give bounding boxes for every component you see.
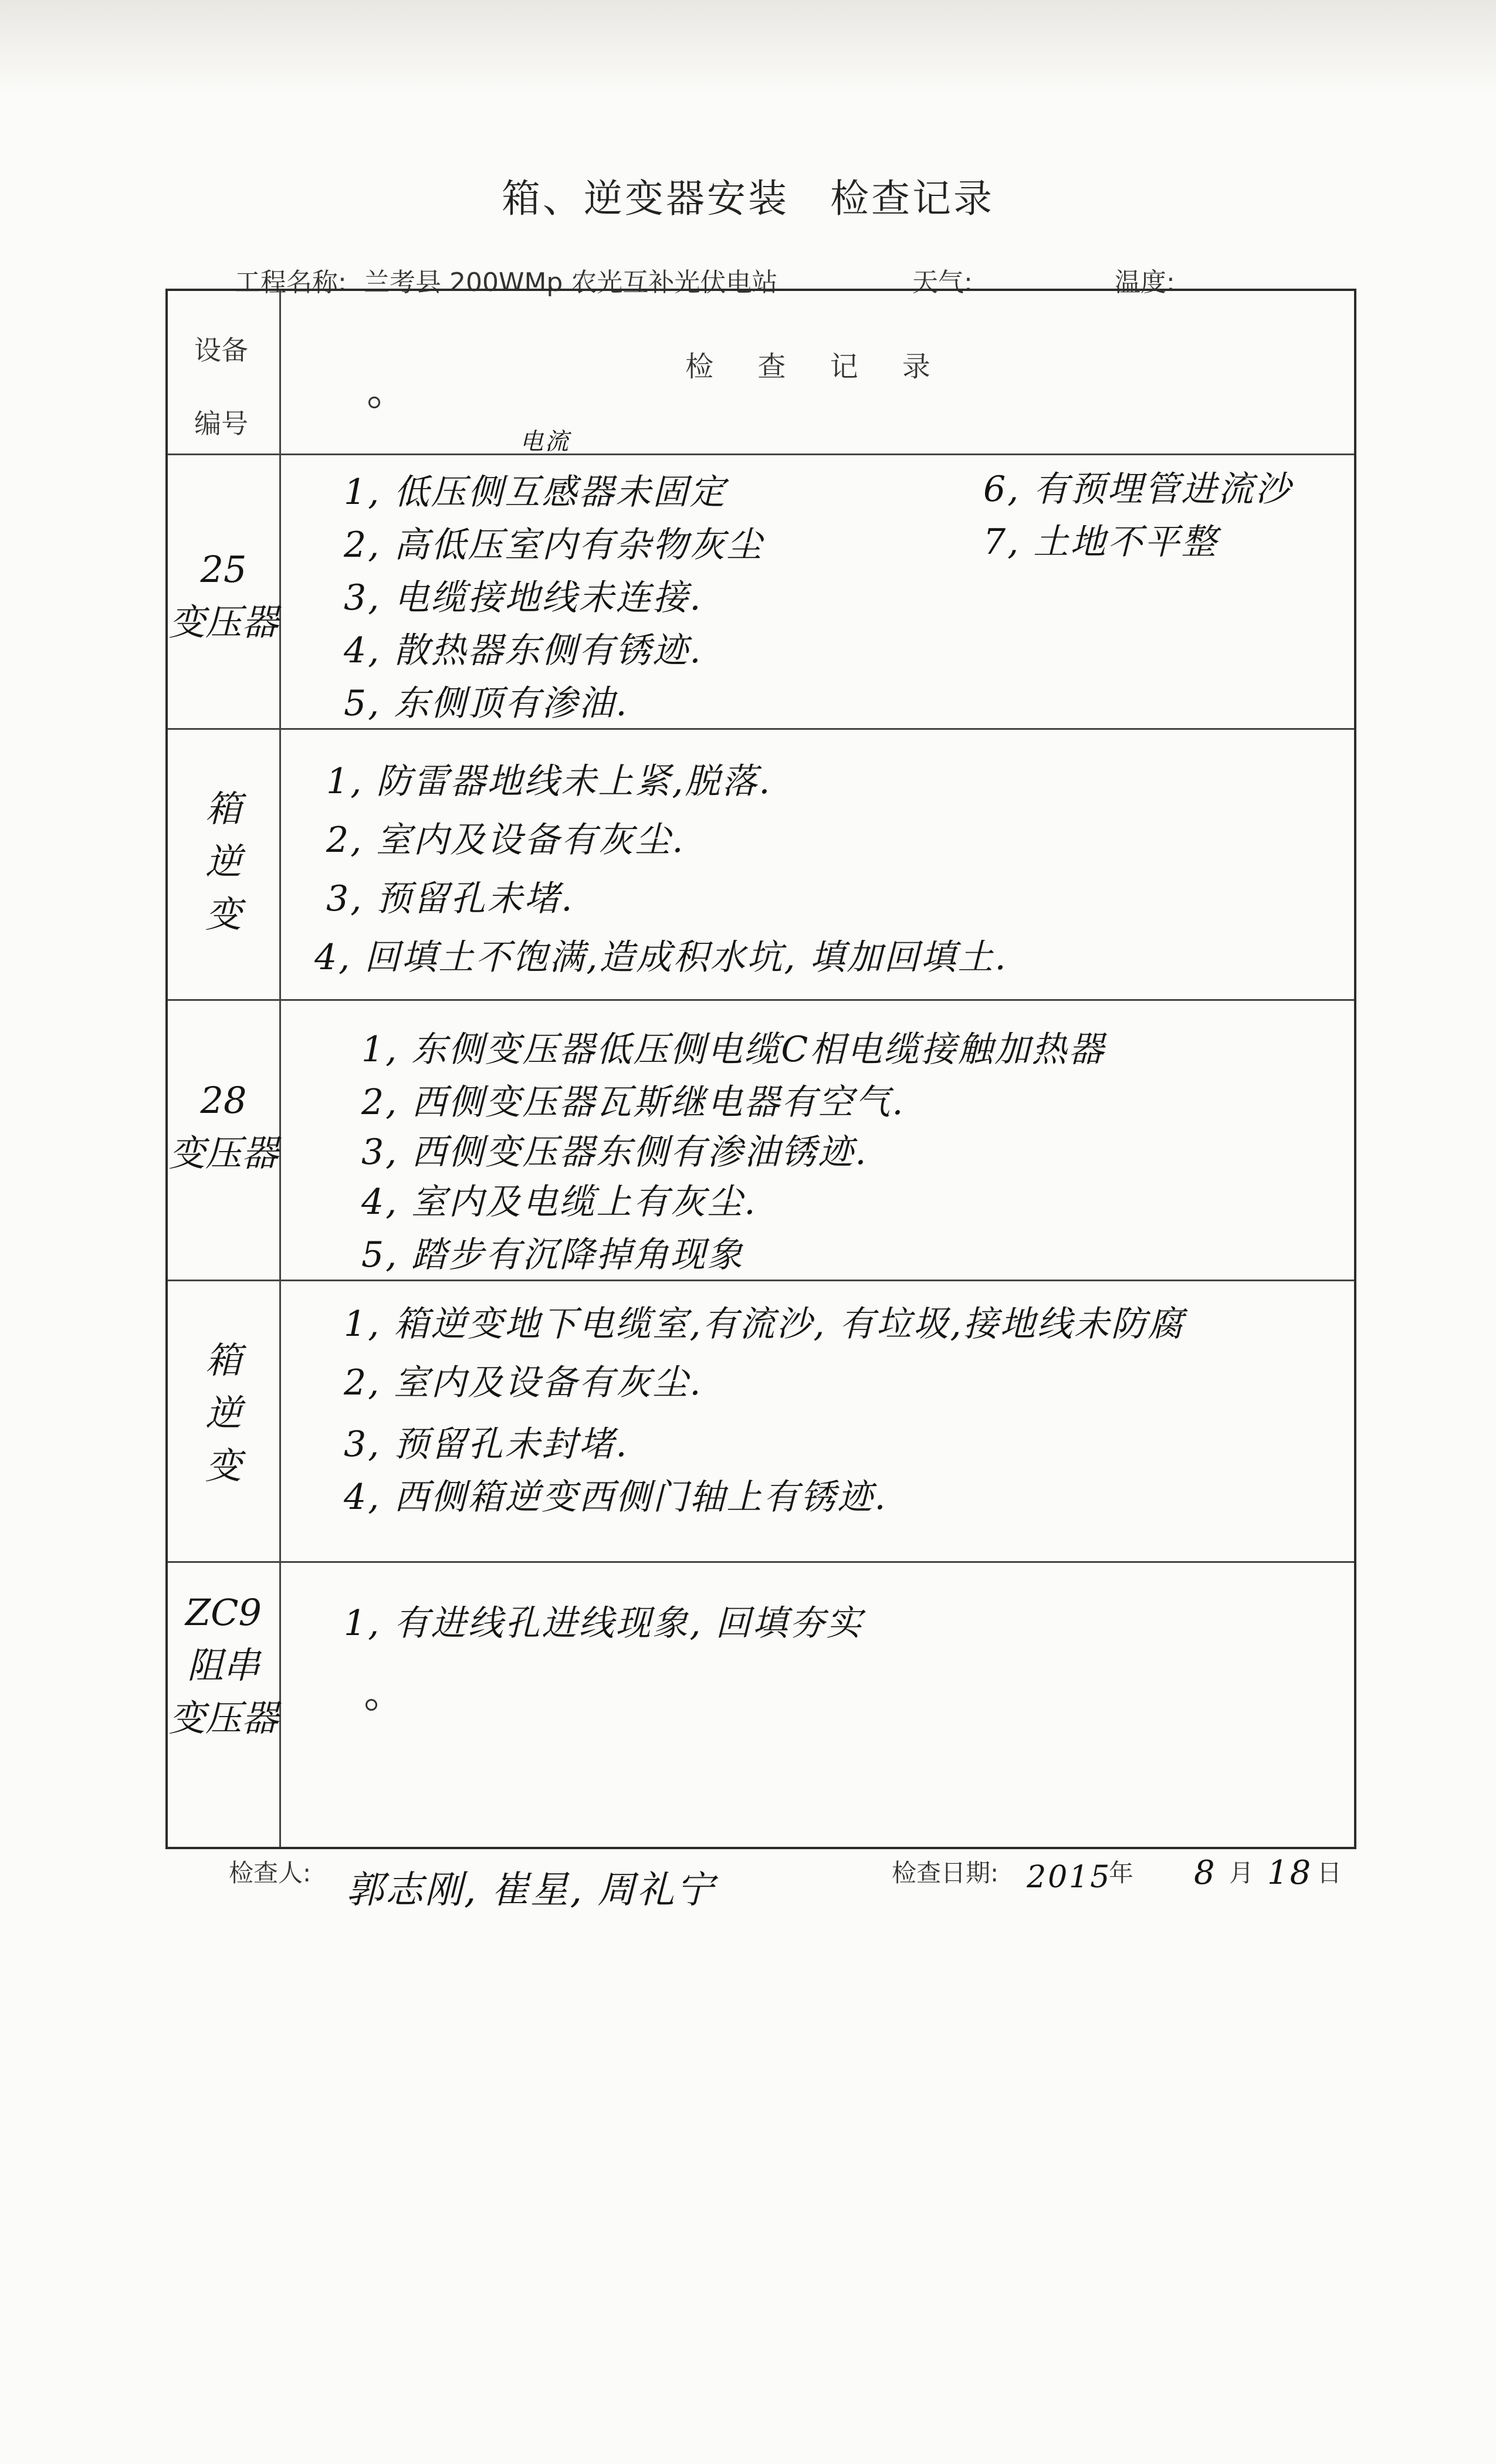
list-item: 2, 高低压室内有杂物灰尘 [344,524,764,566]
list-item: 5, 东侧顶有渗油. [344,683,629,724]
project-label: 工程名称: [235,268,347,297]
list-item: 1, 低压侧互感器未固定 [344,472,727,513]
date-label: 检查日期: [892,1859,999,1887]
list-item: 1, 有进线孔进线现象, 回填夯实 [344,1603,864,1644]
table-row [168,428,1354,730]
device-id [168,1334,279,1492]
device-line: 28 [200,1079,247,1122]
list-item: 7, 土地不平整 [983,522,1219,563]
device-label-2: 编号 [194,408,248,439]
device-line: 变压器 [168,1131,278,1175]
device-id [168,783,279,941]
device-line: 箱 [205,1339,242,1382]
project-name: 兰考县 200WMp 农光互补光伏电站 [364,268,778,297]
list-item: 3, 预留孔未封堵. [344,1424,629,1465]
list-item: 4, 西侧箱逆变西侧门轴上有锈迹. [344,1477,888,1518]
device-line: 变 [205,892,242,936]
inspector-label: 检查人: [229,1859,312,1887]
date-day: 18 [1267,1854,1313,1892]
device-id [168,1074,279,1180]
date-month: 8 [1194,1854,1217,1892]
list-item: 1, 箱逆变地下电缆室,有流沙, 有垃圾,接地线未防腐 [344,1304,1185,1345]
table-row [168,1001,1354,1281]
table-row [168,1563,1354,1847]
list-item: 4, 回填土不饱满,造成积水坑, 填加回填土. [314,937,1008,978]
table-row [168,730,1354,1001]
inspection-table [165,289,1356,1849]
device-line: 逆 [205,840,242,883]
list-item: 2, 西侧变压器瓦斯继电器有空气. [361,1082,905,1123]
column-divider [279,455,281,728]
list-item: 3, 电缆接地线未连接. [344,577,703,618]
device-id [168,543,279,649]
weather-label: 天气: [912,268,973,297]
device-id [168,1586,279,1745]
list-item: 1, 防雷器地线未上紧,脱落. [326,761,772,802]
ink-dot [365,1699,377,1711]
device-line: 阻串 [187,1643,260,1687]
device-line: ZC9 [185,1591,262,1634]
device-line: 25 [200,548,247,591]
column-divider [279,1001,281,1280]
column-divider [279,1281,281,1561]
page-title: 箱、逆变器安装 检查记录 [502,176,994,221]
table-header-row [168,291,1354,455]
device-line: 箱 [205,787,242,830]
list-item: 3, 预留孔未堵. [326,878,574,919]
scan-smudge [0,0,1496,94]
temperature-label: 温度: [1115,268,1175,297]
list-item: 2, 室内及设备有灰尘. [326,820,685,861]
date-month-unit: 月 [1229,1859,1254,1887]
inspection-footer [229,1854,1343,1924]
column-divider [279,730,281,999]
device-line: 变 [205,1444,242,1487]
list-item: 4, 散热器东侧有锈迹. [344,630,703,671]
list-item: 5, 踏步有沉降掉角现象 [361,1234,744,1275]
list-item: 4, 室内及电缆上有灰尘. [361,1182,757,1223]
list-item: 2, 室内及设备有灰尘. [344,1362,703,1403]
ink-dot [368,397,380,408]
inspector-signatures: 郭志刚, 崔星, 周礼宁 [346,1869,716,1912]
device-line: 变压器 [168,600,278,644]
device-line: 变压器 [168,1696,278,1739]
list-item: 6, 有预埋管进流沙 [983,469,1292,510]
date-year-unit: 年 [1109,1859,1134,1887]
annotation: 电流 [520,428,570,455]
device-line: 逆 [205,1391,242,1434]
device-label-1: 设备 [194,334,248,366]
date-year: 2015 [1027,1860,1112,1895]
column-divider [279,1563,281,1847]
date-day-unit: 日 [1317,1859,1342,1887]
table-row [168,1281,1354,1563]
list-item: 1, 东侧变压器低压侧电缆C相电缆接触加热器 [361,1029,1106,1070]
list-item: 3, 西侧变压器东侧有渗油锈迹. [361,1132,868,1173]
record-title: 检 查 记 录 [685,350,948,383]
